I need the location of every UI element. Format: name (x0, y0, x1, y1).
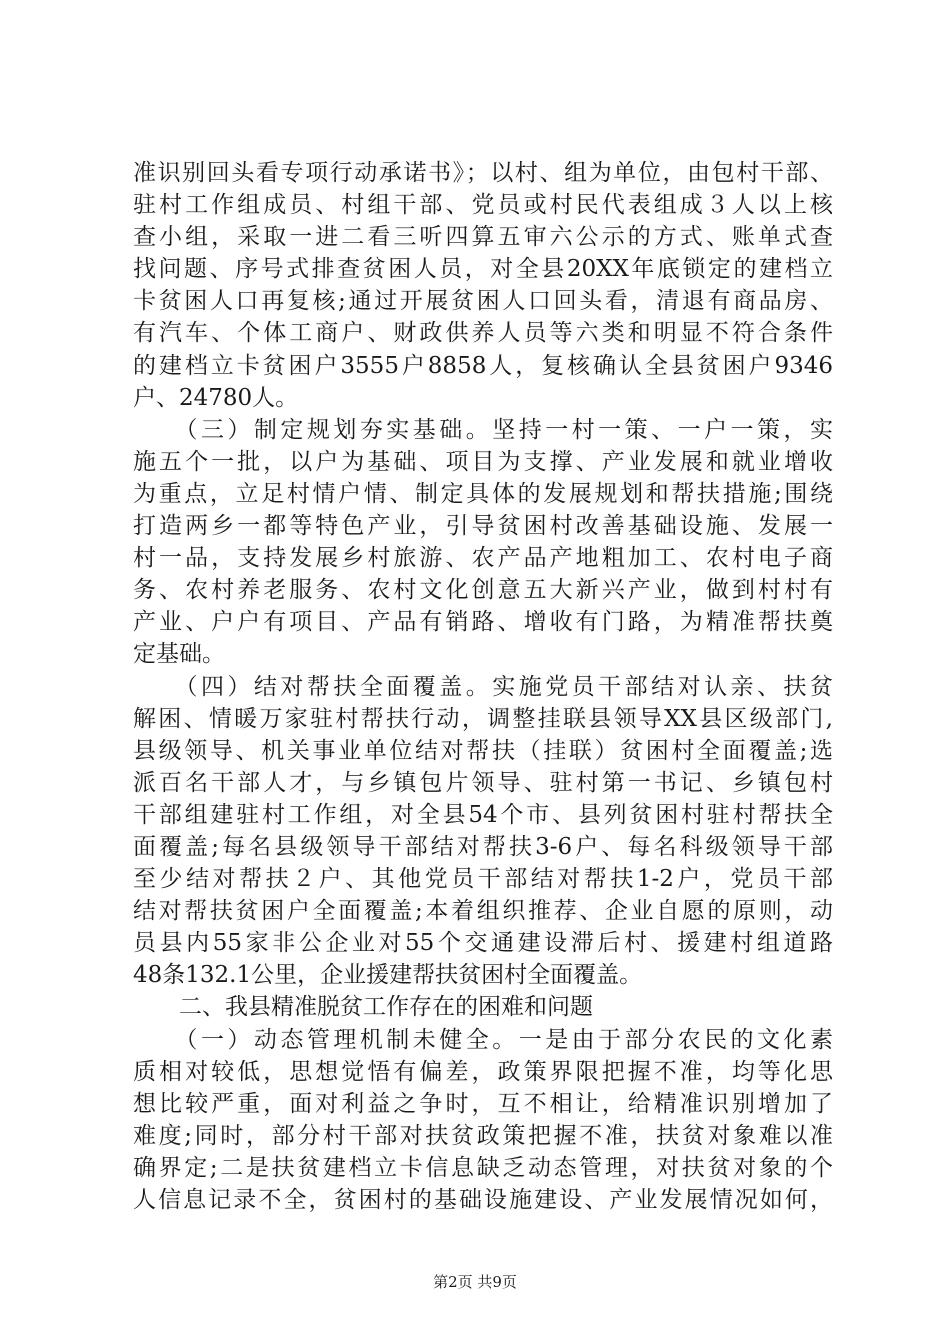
text-line: 准识别回头看专项行动承诺书》；以村、组为单位，由包村干部、 (133, 160, 833, 186)
text-line: 结对帮扶贫困户全面覆盖;本着组织推荐、企业自愿的原则，动 (133, 898, 833, 925)
text-line: 卡贫困人口再复核;通过开展贫困人口回头看，清退有商品房、 (133, 288, 833, 315)
text-line: 解困、情暖万家驻村帮扶行动，调整挂联县领导XX县区级部门, (133, 705, 833, 732)
text-line: 二、我县精准脱贫工作存在的困难和问题 (133, 994, 593, 1021)
text-line: 找问题、序号式排查贫困人员，对全县20XX年底锁定的建档立 (133, 256, 833, 283)
text-line: 确界定;二是扶贫建档立卡信息缺乏动态管理，对扶贫对象的个 (133, 1154, 833, 1181)
text-line: 人信息记录不全，贫困村的基础设施建设、产业发展情况如何， (133, 1187, 833, 1213)
text-line: 面覆盖;每名县级领导干部结对帮扶3-6户、每名科级领导干部 (133, 833, 833, 860)
text-line: 查小组，采取一进二看三听四算五审六公示的方式、账单式查 (133, 224, 833, 251)
text-line: 产业、户户有项目、产品有销路、增收有门路，为精准帮扶奠 (133, 609, 833, 636)
text-line: 定基础。 (133, 641, 225, 668)
text-line: 48条132.1公里，企业援建帮扶贫困村全面覆盖。 (133, 962, 643, 989)
text-line: （三）制定规划夯实基础。坚持一村一策、一户一策，实 (133, 416, 833, 443)
text-line: 村一品，支持发展乡村旅游、农产品产地粗加工、农村电子商 (133, 545, 833, 572)
text-line: 户、24780人。 (133, 384, 299, 411)
page-number: 第2页 共9页 (433, 1273, 517, 1291)
text-line: （四）结对帮扶全面覆盖。实施党员干部结对认亲、扶贫 (133, 673, 833, 700)
text-line: 有汽车、个体工商户、财政供养人员等六类和明显不符合条件 (133, 320, 833, 347)
text-line: 派百名干部人才，与乡镇包片领导、驻村第一书记、乡镇包村 (133, 769, 833, 796)
text-line: 干部组建驻村工作组，对全县54个市、县列贫困村驻村帮扶全 (133, 801, 833, 828)
text-line: （一）动态管理机制未健全。一是由于部分农民的文化素 (133, 1026, 833, 1053)
text-line: 县级领导、机关事业单位结对帮扶（挂联）贫困村全面覆盖;选 (133, 737, 833, 764)
text-line: 施五个一批，以户为基础、项目为支撑、产业发展和就业增收 (133, 448, 833, 475)
text-line: 为重点，立足村情户情、制定具体的发展规划和帮扶措施;围绕 (133, 480, 833, 507)
text-line: 的建档立卡贫困户3555户8858人，复核确认全县贫困户9346 (133, 352, 833, 379)
body-text (133, 157, 833, 1216)
text-line: 难度;同时，部分村干部对扶贫政策把握不准，扶贫对象难以准 (133, 1122, 833, 1149)
text-line: 至少结对帮扶２户、其他党员干部结对帮扶1-2户，党员干部 (133, 866, 833, 893)
text-line: 质相对较低，思想觉悟有偏差，政策界限把握不准，均等化思 (133, 1058, 833, 1085)
text-line: 想比较严重，面对利益之争时，互不相让，给精准识别增加了 (133, 1090, 833, 1117)
text-line: 员县内55家非公企业对55个交通建设滞后村、援建村组道路 (133, 930, 833, 957)
text-line: 打造两乡一都等特色产业，引导贫困村改善基础设施、发展一 (133, 513, 833, 540)
text-line: 务、农村养老服务、农村文化创意五大新兴产业，做到村村有 (133, 577, 833, 604)
text-line: 驻村工作组成员、村组干部、党员或村民代表组成３人以上核 (133, 192, 833, 219)
